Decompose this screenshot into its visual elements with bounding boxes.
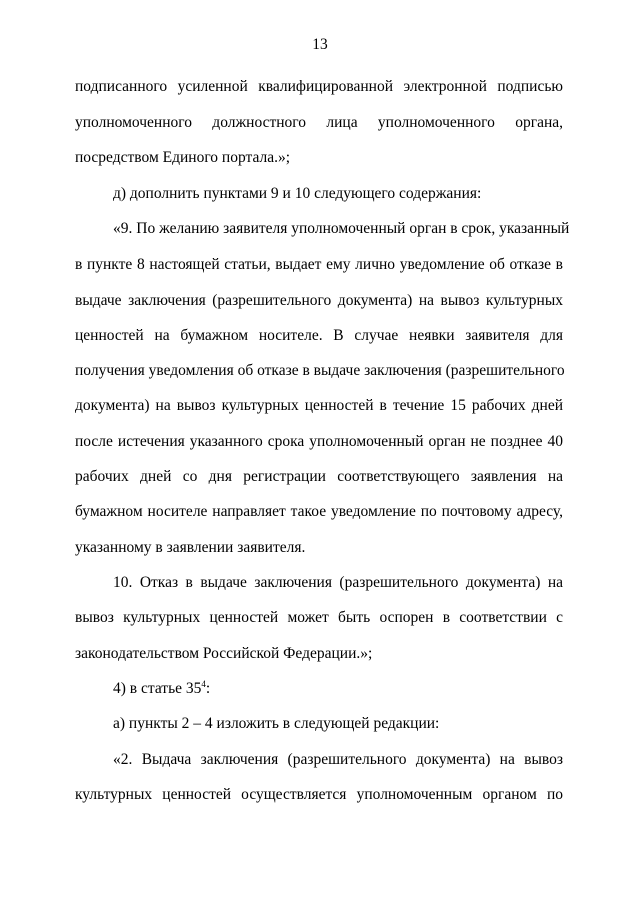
text-line [113, 680, 563, 698]
text-line: уполномоченного должностного лица уполномоченного органа, [75, 114, 563, 131]
text-line: посредством Единого портала.»; [75, 149, 291, 166]
article-superscript: 4 [201, 679, 206, 689]
page-number: 13 [312, 36, 328, 53]
text-line: в пункте 8 настоящей статьи, выдает ему лично уведомление об отказе в [75, 256, 563, 273]
text-line: документа) на вывоз культурных ценностей в течение 15 рабочих дней [75, 397, 563, 414]
article-ref-colon: : [205, 680, 211, 697]
text-line: подписанного усиленной квалифицированной электронной подписью [75, 78, 563, 95]
text-line: «2. Выдача заключения (разрешительного документа) на вывоз [113, 751, 563, 768]
text-line: выдаче заключения (разрешительного документа) на вывоз культурных [75, 292, 563, 309]
text-line: д) дополнить пунктами 9 и 10 следующего содержания: [113, 185, 482, 202]
text-line: «9. По желанию заявителя уполномоченный орган в срок, указанный [113, 220, 570, 237]
text-line: после истечения указанного срока уполномоченный орган не позднее 40 [75, 433, 563, 450]
text-line: получения уведомления об отказе в выдаче заключения (разрешительного [75, 362, 565, 379]
text-line: вывоз культурных ценностей может быть оспорен в соответствии с [75, 609, 563, 626]
text-line: указанному в заявлении заявителя. [75, 539, 306, 556]
text-line: ценностей на бумажном носителе. В случае неявки заявителя для [75, 327, 563, 344]
text-line: бумажном носителе направляет такое уведомление по почтовому адресу, [75, 503, 563, 520]
text-line: культурных ценностей осуществляется уполномоченным органом по [75, 786, 563, 803]
text-line: а) пункты 2 – 4 изложить в следующей редакции: [113, 715, 440, 732]
text-line: 10. Отказ в выдаче заключения (разрешительного документа) на [113, 574, 563, 591]
text-line: законодательством Российской Федерации.»; [75, 645, 373, 662]
article-ref: 4) в статье 35 [113, 680, 202, 697]
text-line: рабочих дней со дня регистрации соответствующего заявления на [75, 468, 563, 485]
